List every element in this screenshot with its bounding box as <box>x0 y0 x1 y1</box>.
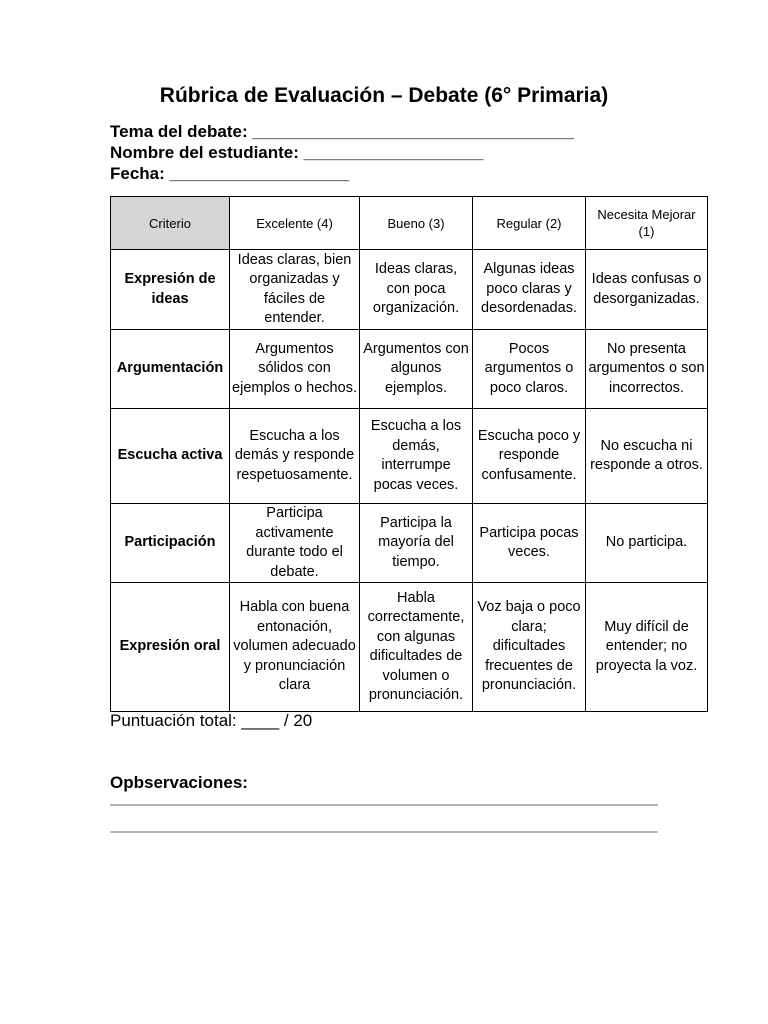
document-title-text: Rúbrica de Evaluación – Debate (6° Primaria) <box>159 84 609 107</box>
table-cell: Algunas ideas poco claras y desordenadas. <box>473 250 586 330</box>
table-cell: Participa activamente durante todo el debate. <box>230 504 360 583</box>
table-row <box>111 250 708 330</box>
observations-line[interactable] <box>110 804 658 806</box>
table-cell: Escucha a los demás, interrumpe pocas veces. <box>360 409 473 504</box>
table-cell: Ideas claras, bien organizadas y fáciles de entender. <box>230 250 360 330</box>
header-row <box>111 197 708 250</box>
field-tema[interactable]: Tema del debate: __________________________________ <box>110 122 574 141</box>
table-cell: Escucha poco y responde confusamente. <box>473 409 586 504</box>
table-cell: Argumentos sólidos con ejemplos o hechos. <box>230 330 360 409</box>
observations-label: Opbservaciones: <box>110 773 248 792</box>
observations-line[interactable] <box>110 831 658 833</box>
table-cell: Habla con buena entonación, volumen adecuado y pronunciación clara <box>230 583 360 712</box>
table-cell: Escucha a los demás y responde respetuosamente. <box>230 409 360 504</box>
table-cell: No presenta argumentos o son incorrectos. <box>586 330 708 409</box>
table-cell: Habla correctamente, con algunas dificultades de volumen o pronunciación. <box>360 583 473 712</box>
table-cell: Participa la mayoría del tiempo. <box>360 504 473 583</box>
table-cell: Muy difícil de entender; no proyecta la voz. <box>586 583 708 712</box>
header-regular: Regular (2) <box>473 197 586 250</box>
table-row <box>111 330 708 409</box>
table-cell: Participa pocas veces. <box>473 504 586 583</box>
criterion-cell: Expresión de ideas <box>111 250 230 330</box>
rubric-table <box>110 196 708 712</box>
header-criterio: Criterio <box>111 197 230 250</box>
criterion-cell: Participación <box>111 504 230 583</box>
criterion-cell: Argumentación <box>111 330 230 409</box>
criterion-cell: Escucha activa <box>111 409 230 504</box>
header-bueno: Bueno (3) <box>360 197 473 250</box>
header-necesita-mejorar: Necesita Mejorar (1) <box>586 197 708 250</box>
table-cell: No participa. <box>586 504 708 583</box>
criterion-cell: Expresión oral <box>111 583 230 712</box>
table-cell: Voz baja o poco clara; dificultades frecuentes de pronunciación. <box>473 583 586 712</box>
table-cell: No escucha ni responde a otros. <box>586 409 708 504</box>
table-cell: Argumentos con algunos ejemplos. <box>360 330 473 409</box>
document-title <box>0 84 768 108</box>
table-cell: Ideas confusas o desorganizadas. <box>586 250 708 330</box>
table-cell: Ideas claras, con poca organización. <box>360 250 473 330</box>
header-excelente: Excelente (4) <box>230 197 360 250</box>
total-score[interactable]: Puntuación total: ____ / 20 <box>110 711 313 730</box>
field-fecha[interactable]: Fecha: ___________________ <box>110 164 350 183</box>
table-row <box>111 409 708 504</box>
table-cell: Pocos argumentos o poco claros. <box>473 330 586 409</box>
table-row <box>111 583 708 712</box>
field-nombre[interactable]: Nombre del estudiante: ___________________ <box>110 143 484 162</box>
table-row <box>111 504 708 583</box>
